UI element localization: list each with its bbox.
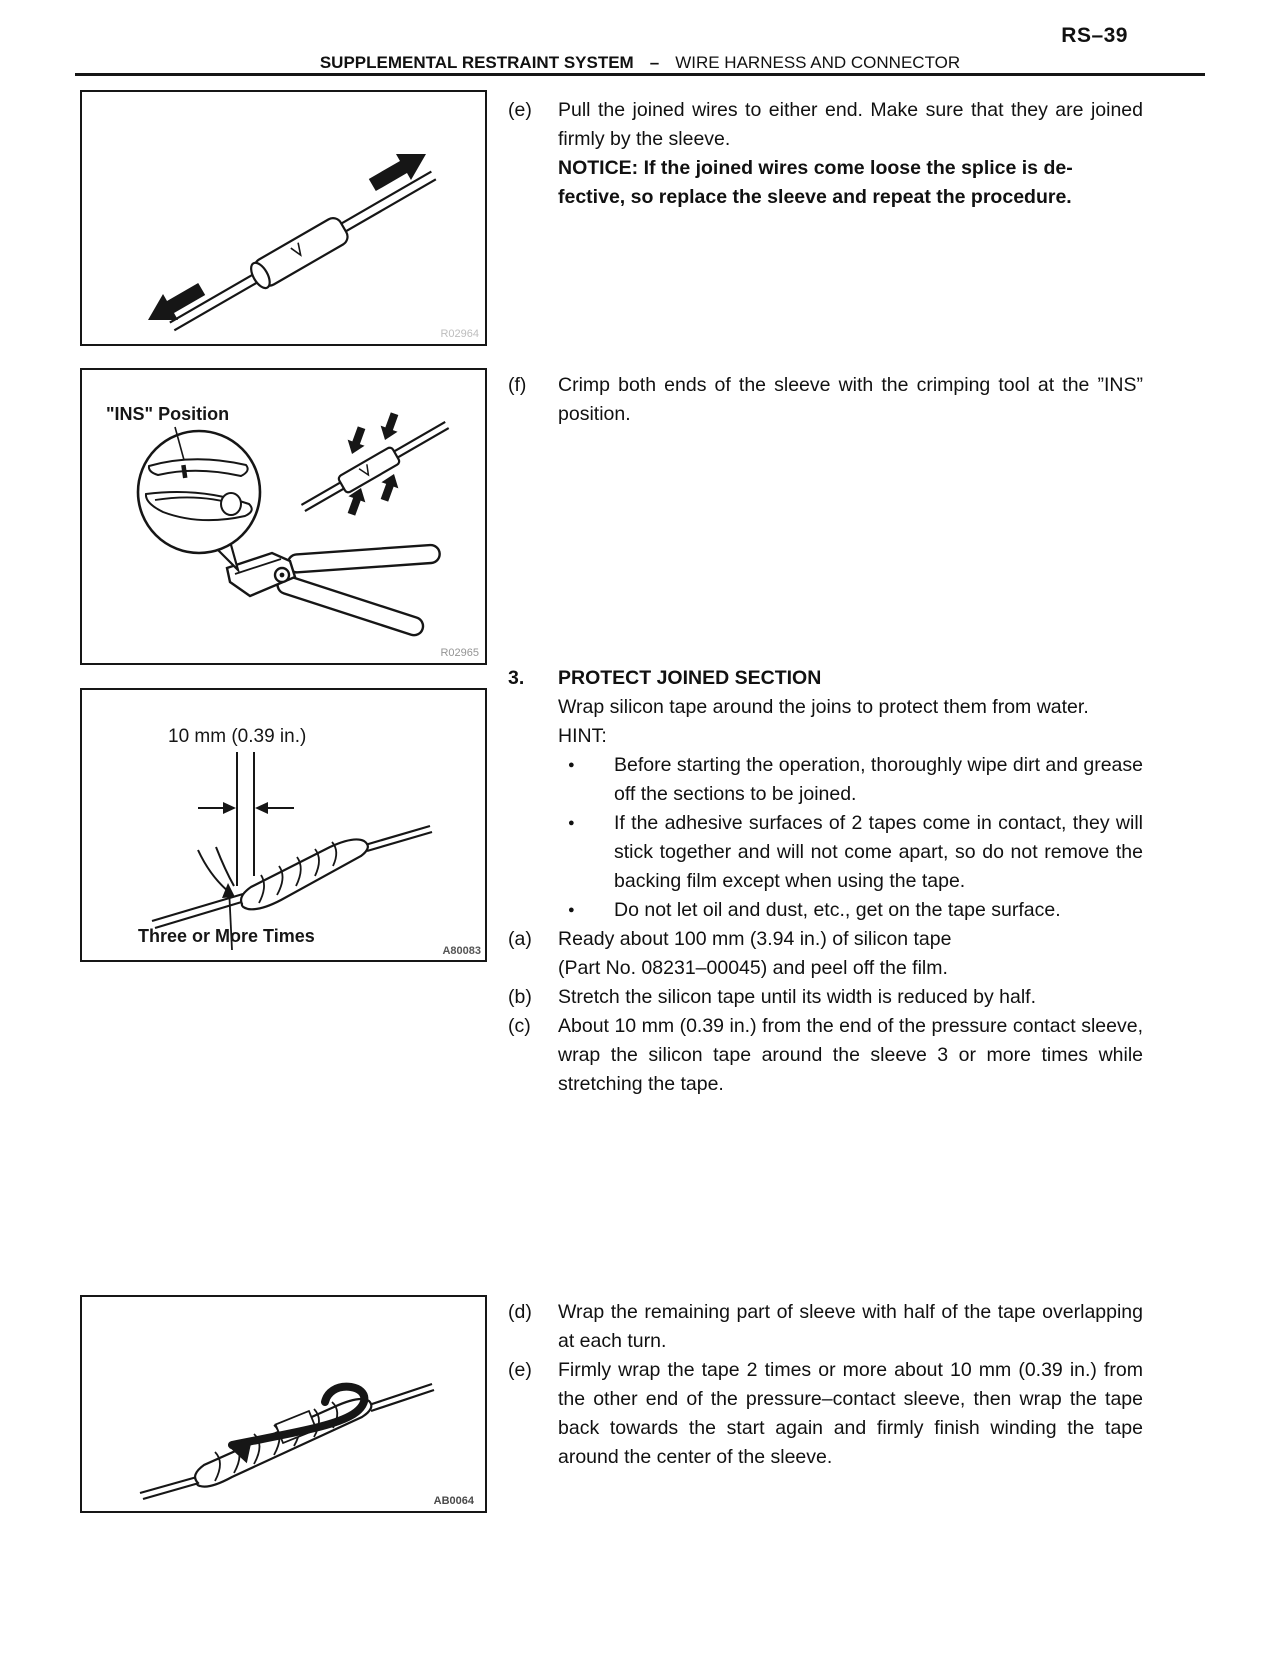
notice-text: NOTICE: If the joined wires come loose the splice is de- (558, 157, 1073, 179)
hint-item (558, 751, 1143, 809)
hint-text: Do not let oil and dust, etc., get on the tape surface. (614, 899, 1061, 921)
crimping-tool (227, 544, 440, 637)
figure-crimp-ins (80, 368, 487, 665)
header-section: SUPPLEMENTAL RESTRAINT SYSTEM (319, 53, 634, 72)
hint-text: If the adhesive surfaces of 2 tapes come in contact, they will stick together and will not come apart, so do not remove the backing film except when using the tape. (614, 812, 1143, 892)
step-marker: (e) (508, 99, 532, 121)
bullet-icon: ● (568, 904, 575, 916)
section-title: PROTECT JOINED SECTION (558, 667, 822, 689)
hint-text: Before starting the operation, thoroughly wipe dirt and grease off the sections to be joined. (614, 754, 1143, 805)
hint-label: HINT: (558, 725, 607, 747)
dimension-label: 10 mm (0.39 in.) (168, 726, 307, 747)
figure-finish-wrap (80, 1295, 487, 1513)
section-protect (508, 664, 1148, 1099)
taped-sleeve (152, 826, 432, 928)
page-number: RS–39 (1061, 24, 1128, 47)
finish-wrap-drawing (82, 1297, 485, 1511)
header-subsection: WIRE HARNESS AND CONNECTOR (675, 53, 961, 72)
step-text: Ready about 100 mm (3.94 in.) of silicon tape (558, 928, 952, 950)
press-arrow-icon (377, 411, 403, 443)
notice-text: fective, so replace the sleeve and repeat the procedure. (558, 186, 1072, 208)
section-number: 3. (508, 667, 525, 689)
figure-tape-wrap (80, 688, 487, 962)
figure-code: AB0064 (433, 1495, 474, 1507)
step-text: Crimp both ends of the sleeve with the crimping tool at the ”INS” position. (558, 374, 1143, 425)
figure-code: R02965 (440, 647, 479, 659)
pull-test-drawing (82, 92, 485, 344)
tape-wrap-drawing (82, 690, 485, 960)
step-marker: (e) (508, 1359, 532, 1381)
step-text: (Part No. 08231–00045) and peel off the film. (558, 957, 948, 979)
hint-item (558, 896, 1143, 925)
header-rule (75, 73, 1205, 76)
step-text: About 10 mm (0.39 in.) from the end of the pressure contact sleeve, wrap the silicon tape around the sleeve 3 or more times while stretching the tape. (558, 1015, 1143, 1095)
step-text: Pull the joined wires to either end. Make sure that they are joined firmly by the sleeve. (558, 99, 1143, 150)
step-text: Firmly wrap the tape 2 times or more about 10 mm (0.39 in.) from the other end of the pressure–contact sleeve, then wrap the tape back towards the start again and firmly finish winding the tape around the center of the sleeve. (558, 1359, 1143, 1468)
section-intro: Wrap silicon tape around the joins to protect them from water. (558, 696, 1089, 718)
bullet-icon: ● (568, 817, 575, 829)
step-marker: (a) (508, 928, 532, 950)
step-text: Stretch the silicon tape until its width is reduced by half. (558, 986, 1036, 1008)
step-d-wrap (508, 1298, 1148, 1472)
step-f-crimp (508, 371, 1148, 429)
step-e-pull (508, 96, 1148, 212)
press-arrow-icon (344, 425, 370, 457)
step-marker: (b) (508, 986, 532, 1008)
bullet-icon: ● (568, 759, 575, 771)
dimension-lines (198, 752, 294, 892)
step-text: Wrap the remaining part of sleeve with half of the tape overlapping at each turn. (558, 1301, 1143, 1352)
wrap-count-label: Three or More Times (138, 926, 315, 946)
header-title (75, 53, 1205, 73)
crimp-drawing (82, 370, 485, 663)
figure-pull-test (80, 90, 487, 346)
figure-code: R02964 (440, 328, 479, 340)
step-e-finish (508, 1356, 1148, 1472)
joined-wire-sleeve (165, 163, 441, 339)
crimped-sleeve (298, 417, 451, 516)
figure-code: A80083 (442, 945, 481, 957)
wrapped-sleeve (140, 1384, 434, 1499)
step-marker: (f) (508, 374, 527, 396)
hint-item (558, 809, 1143, 896)
ins-position-label: "INS" Position (106, 404, 230, 424)
step-marker: (c) (508, 1015, 531, 1037)
step-marker: (d) (508, 1301, 532, 1323)
header-separator: – (649, 53, 660, 72)
